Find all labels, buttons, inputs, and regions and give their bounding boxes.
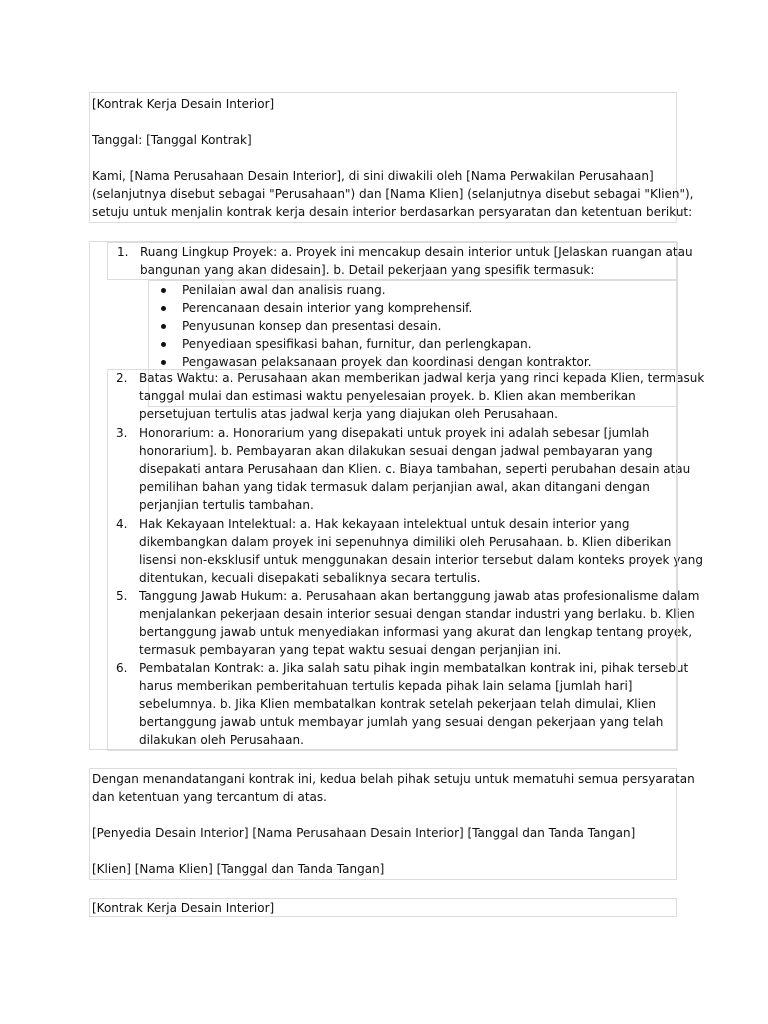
clause-3 bbox=[107, 424, 691, 515]
clause-number: 6. bbox=[116, 661, 128, 675]
document-title: [Kontrak Kerja Desain Interior] bbox=[92, 97, 275, 111]
clause-line: Ruang Lingkup Proyek: a. Proyek ini mencakup desain interior untuk [Jelaskan ruangan atau bbox=[140, 245, 693, 259]
clause-line: honorarium]. b. Pembayaran akan dilakukan sesuai dengan jadwal pembayaran yang bbox=[139, 444, 653, 458]
bullet-icon bbox=[161, 342, 166, 347]
clause-line: menjalankan pekerjaan desain interior sesuai dengan standar industri yang berlaku. b. Klien bbox=[139, 607, 695, 621]
clause-number: 5. bbox=[116, 589, 128, 603]
clause-line: Pembatalan Kontrak: a. Jika salah satu pihak ingin membatalkan kontrak ini, pihak tersebut bbox=[139, 661, 689, 675]
clause-number: 4. bbox=[116, 517, 128, 531]
intro-line: Kami, [Nama Perusahaan Desain Interior], di sini diwakili oleh [Nama Perwakilan Perusahaan] bbox=[92, 169, 654, 183]
clause-line: lisensi non-eksklusif untuk menggunakan desain interior tersebut dalam konteks proyek yang bbox=[139, 553, 703, 567]
clause-line: termasuk pembayaran yang tepat waktu sesuai dengan perjanjian ini. bbox=[139, 643, 562, 657]
list-item: Perencanaan desain interior yang komprehensif. bbox=[149, 299, 677, 317]
clause-line: dikembangkan dalam proyek ini sepenuhnya dimiliki oleh Perusahaan. b. Klien diberikan bbox=[139, 535, 672, 549]
intro-line: (selanjutnya disebut sebagai "Perusahaan") dan [Nama Klien] (selanjutnya disebut sebagai "Klien"), bbox=[92, 187, 694, 201]
clause-line: tanggal mulai dan estimasi waktu penyelesaian proyek. b. Klien akan memberikan bbox=[139, 389, 636, 403]
clause-line: bertanggung jawab untuk menyediakan informasi yang akurat dan lengkap tentang proyek, bbox=[139, 625, 693, 639]
clause-list bbox=[89, 241, 705, 750]
list-item: Penyediaan spesifikasi bahan, furnitur, dan perlengkapan. bbox=[149, 335, 677, 353]
bullet-icon bbox=[161, 360, 166, 365]
footer-title: [Kontrak Kerja Desain Interior] bbox=[92, 901, 275, 915]
clause-2 bbox=[107, 369, 705, 424]
clause-number: 3. bbox=[116, 426, 128, 440]
clause-number: 1. bbox=[117, 245, 129, 259]
clause-line: disepakati antara Perusahaan dan Klien. c. Biaya tambahan, seperti perubahan desain atau bbox=[139, 462, 691, 476]
clause-line: ditentukan, kecuali disepakati sebaliknya secara tertulis. bbox=[139, 571, 481, 585]
clause-6 bbox=[107, 659, 689, 749]
list-item: Penyusunan konsep dan presentasi desain. bbox=[149, 317, 677, 335]
closing-line: dan ketentuan yang tercantum di atas. bbox=[92, 790, 327, 804]
bullet-icon bbox=[161, 324, 166, 329]
clause-line: Tanggung Jawab Hukum: a. Perusahaan akan bertanggung jawab atas profesionalisme dalam bbox=[139, 589, 700, 603]
closing-line: Dengan menandatangani kontrak ini, kedua belah pihak setuju untuk mematuhi semua persyaratan bbox=[92, 772, 695, 786]
clauses-2-to-6 bbox=[107, 369, 705, 750]
clause-1 bbox=[107, 242, 693, 280]
date-line: Tanggal: [Tanggal Kontrak] bbox=[92, 133, 252, 147]
clause-line: Honorarium: a. Honorarium yang disepakati untuk proyek ini adalah sebesar [jumlah bbox=[139, 426, 650, 440]
bullet-icon bbox=[161, 288, 166, 293]
clause-line: Hak Kekayaan Intelektual: a. Hak kekayaan intelektual untuk desain interior yang bbox=[139, 517, 630, 531]
clause-line: perjanjian tertulis tambahan. bbox=[139, 498, 314, 512]
intro-line: setuju untuk menjalin kontrak kerja desain interior berdasarkan persyaratan dan ketentuan berikut: bbox=[92, 205, 693, 219]
clause-line: pemilihan bahan yang tidak termasuk dalam perjanjian awal, akan ditangani dengan bbox=[139, 480, 650, 494]
clause-line: bangunan yang akan didesain]. b. Detail pekerjaan yang spesifik termasuk: bbox=[140, 263, 595, 277]
list-item: Pengawasan pelaksanaan proyek dan koordinasi dengan kontraktor. bbox=[149, 353, 677, 371]
bullet-icon bbox=[161, 306, 166, 311]
clause-line: bertanggung jawab untuk membayar jumlah yang sesuai dengan pekerjaan yang telah bbox=[139, 715, 664, 729]
clause-line: Batas Waktu: a. Perusahaan akan memberikan jadwal kerja yang rinci kepada Klien, termasuk bbox=[139, 371, 705, 385]
clause-line: sebelumnya. b. Jika Klien membatalkan kontrak setelah pekerjaan telah dimulai, Klien bbox=[139, 697, 656, 711]
clause-line: dilakukan oleh Perusahaan. bbox=[139, 733, 304, 747]
intro-section bbox=[89, 92, 694, 223]
clause-number: 2. bbox=[116, 371, 128, 385]
clause-line: persetujuan tertulis atas jadwal kerja yang diajukan oleh Perusahaan. bbox=[139, 407, 558, 421]
list-item: Penilaian awal dan analisis ruang. bbox=[149, 281, 677, 299]
clause-5 bbox=[107, 587, 700, 659]
closing-section bbox=[89, 768, 695, 880]
clause-line: harus memberikan pemberitahuan tertulis kepada pihak lain selama [jumlah hari] bbox=[139, 679, 633, 693]
clause-4 bbox=[107, 515, 703, 587]
footer-section bbox=[89, 898, 677, 917]
provider-signature: [Penyedia Desain Interior] [Nama Perusahaan Desain Interior] [Tanggal dan Tanda Tangan] bbox=[92, 826, 636, 840]
client-signature: [Klien] [Nama Klien] [Tanggal dan Tanda Tangan] bbox=[92, 862, 385, 876]
